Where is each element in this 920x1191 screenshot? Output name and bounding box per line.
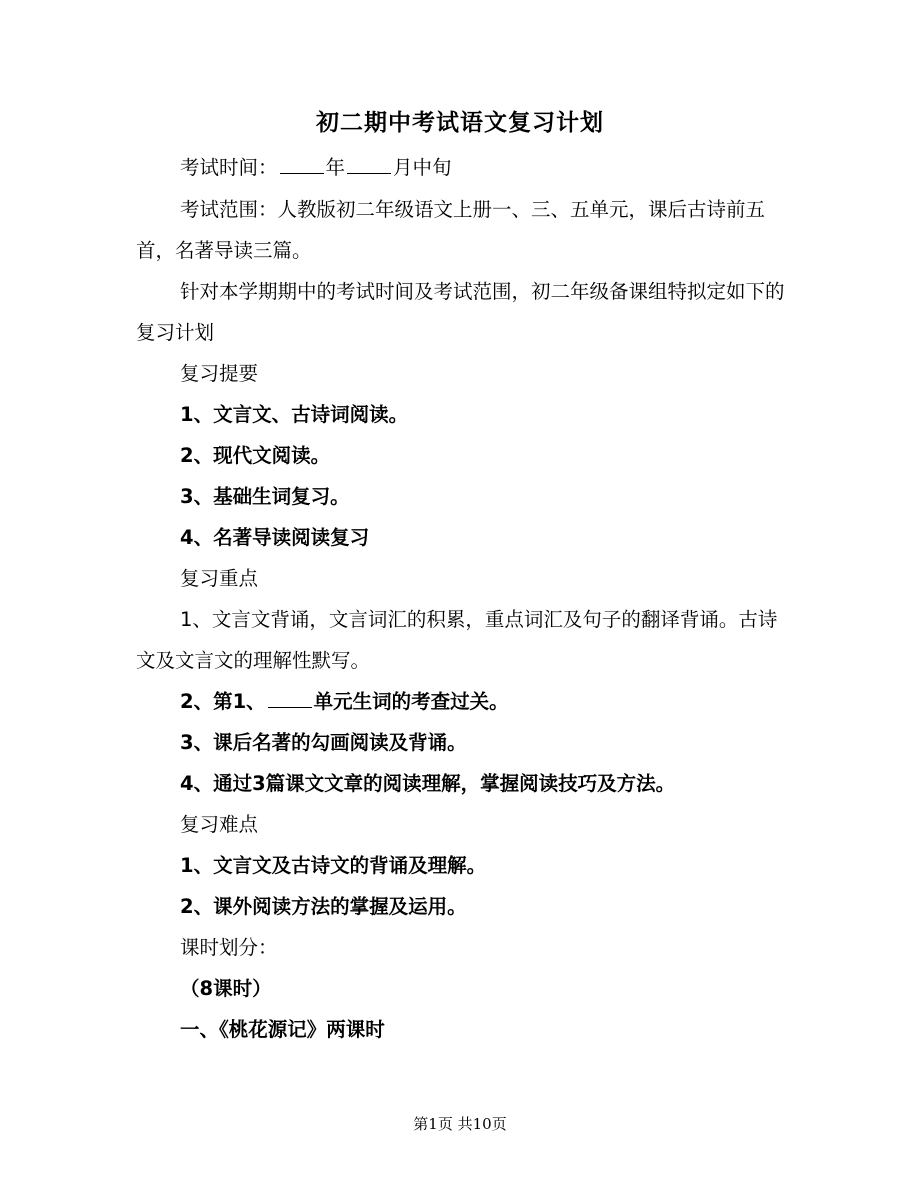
page-title: 初二期中考试语文复习计划 [316,110,604,136]
exam-time-mid: 年 [325,156,346,179]
schedule-item-1: 一、《桃花源记》两课时 [180,1018,385,1041]
exam-time-line [180,147,830,188]
outline-heading: 复习提要 [180,362,259,385]
outline-item-4: 4、名著导读阅读复习 [180,526,370,549]
difficulty-item-2: 2、课外阅读方法的掌握及运用。 [180,895,467,918]
intro-paragraph: 针对本学期期中的考试时间及考试范围，初二年级备课组特拟定如下的复习计划 [136,280,785,344]
difficulty-item-1: 1、文言文及古诗文的背诵及理解。 [180,854,487,877]
schedule-heading: 课时划分： [180,936,278,959]
focus-item-1: 1、文言文背诵，文言词汇的积累，重点词汇及句子的翻译背诵。古诗文及文言文的理解性默写。 [136,608,778,672]
outline-item-1: 1、文言文、古诗词阅读。 [180,403,409,426]
exam-time-prefix: 考试时间： [180,156,278,179]
outline-item-3: 3、基础生词复习。 [180,485,350,508]
focus-item-2-prefix: 2、第1、 [180,690,266,713]
unit-blank [268,687,312,708]
exam-scope-paragraph: 考试范围：人教版初二年级语文上册一、三、五单元，课后古诗前五首，名著导读三篇。 [136,198,766,262]
focus-heading: 复习重点 [180,567,259,590]
focus-item-2-suffix: 单元生词的考查过关。 [313,690,509,713]
schedule-total: （8课时） [180,977,272,1000]
exam-time-suffix: 月中旬 [393,156,452,179]
outline-item-2: 2、现代文阅读。 [180,444,331,467]
focus-item-4: 4、通过3篇课文文章的阅读理解，掌握阅读技巧及方法。 [180,772,676,795]
month-blank [347,153,391,174]
focus-item-2 [180,681,830,722]
difficulty-heading: 复习难点 [180,813,259,836]
page-footer: 第1页 共10页 [413,1115,507,1133]
focus-item-3: 3、课后名著的勾画阅读及背诵。 [180,731,467,754]
year-blank [280,153,324,174]
